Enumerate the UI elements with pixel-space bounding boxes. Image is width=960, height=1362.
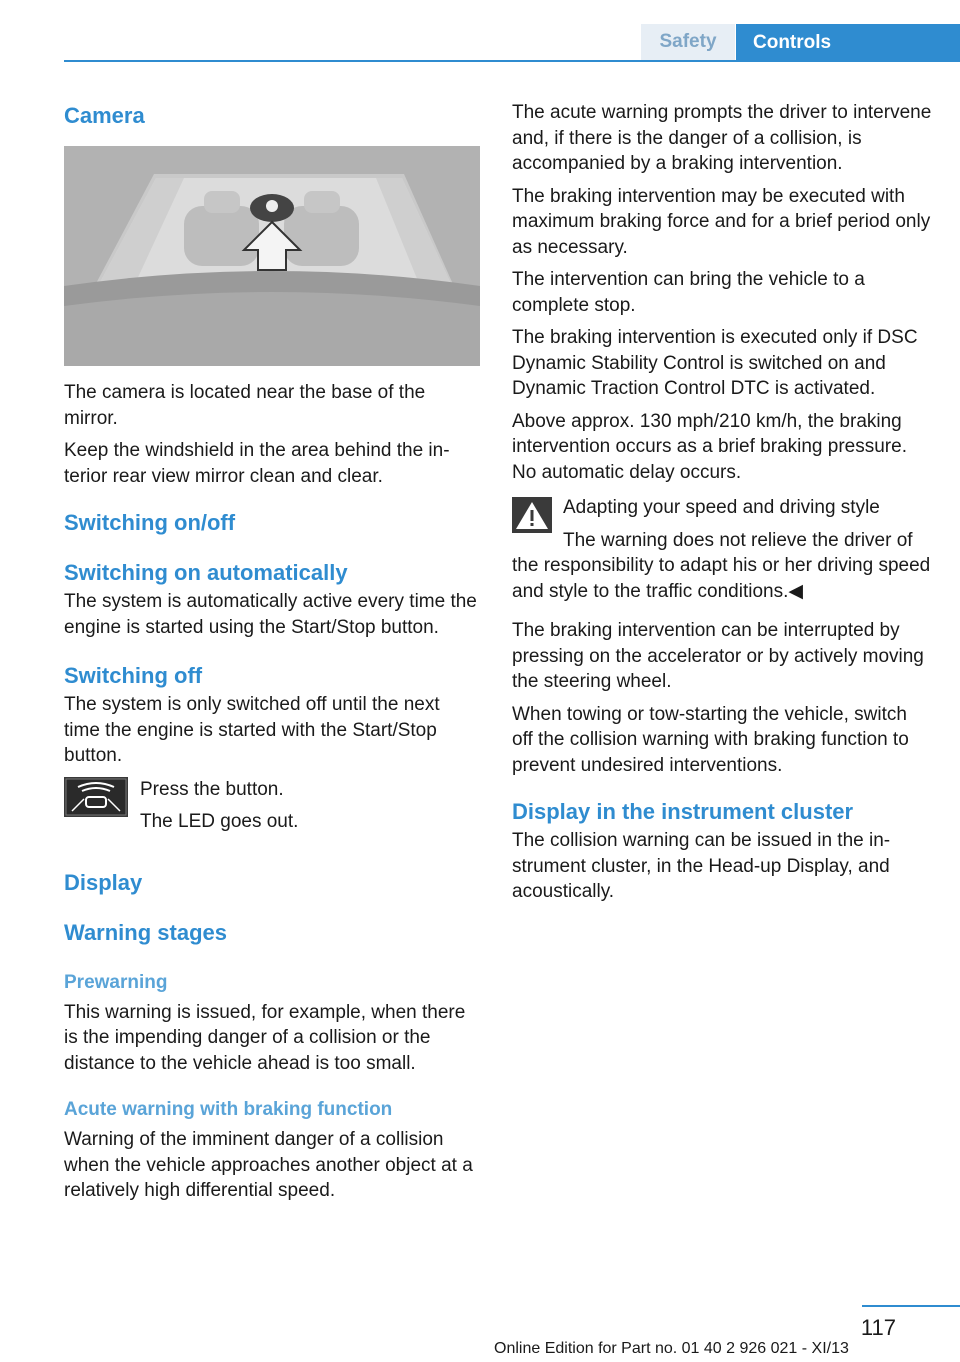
display-heading: Display <box>64 869 143 895</box>
right-text-7: When towing or tow-starting the vehicle, switch off the collision warning with braking function to prevent undesired interventions. <box>512 703 909 776</box>
acute-warning-heading: Acute warning with braking function <box>64 1099 393 1120</box>
prewarning-heading: Prewarning <box>64 971 168 993</box>
warning-title: Adapting your speed and driving style <box>563 497 880 518</box>
warning-box <box>512 495 932 604</box>
right-text-1: The acute warning prompts the driver to intervene and, if there is the danger of a collision, is accompanied by a braking intervention. <box>512 102 932 174</box>
right-text-6: The braking intervention can be interrupted by pressing on the accelerator or by actively moving the steering wheel. <box>512 620 924 692</box>
cluster-text: The collision warning can be issued in the instrument cluster, in the Head-up Display, and acoustically. <box>512 830 891 902</box>
led-goes-out-text: The LED goes out. <box>140 811 299 832</box>
right-column <box>512 100 932 905</box>
tab-controls[interactable]: Controls <box>736 24 960 62</box>
tab-safety[interactable]: Safety <box>641 24 735 60</box>
rear-window-illustration <box>64 146 480 366</box>
prewarning-text: This warning is issued, for example, when there is the impending danger of a collision or the distance to the vehicle ahead is too small. <box>64 1001 466 1074</box>
button-instruction <box>64 777 480 835</box>
switching-heading: Switching on/off <box>64 510 236 535</box>
switching-auto-heading: Switching on automatically <box>64 560 348 585</box>
acute-warning-text: Warning of the imminent danger of a collision when the vehicle approaches another object at a relatively high differential speed. <box>64 1129 473 1201</box>
camera-heading: Camera <box>64 103 145 128</box>
camera-text-1: The camera is located near the base of the mirror. <box>64 382 426 429</box>
warning-triangle-icon <box>512 497 552 533</box>
switching-off-heading: Switching off <box>64 663 203 688</box>
camera-text-2: Keep the windshield in the area behind the interior rear view mirror clean and clear. <box>64 440 450 487</box>
switching-auto-text: The system is automatically active every time the engine is started using the Start/Stop button. <box>64 591 477 638</box>
right-text-2: The braking intervention may be executed with maximum braking force and for a brief period only as necessary. <box>512 185 931 258</box>
left-column <box>64 100 480 1204</box>
press-button-text: Press the button. <box>140 778 284 800</box>
right-text-4: The braking intervention is executed only if DSC Dynamic Stability Control is switched on and Dynamic Traction Control DTC is activated. <box>512 327 918 399</box>
cluster-heading: Display in the instrument cluster <box>512 799 854 824</box>
footer-rule <box>862 1305 960 1307</box>
right-text-5: Above approx. 130 mph/210 km/h, the braking intervention occurs as a brief braking pressure. No automatic delay occurs. <box>512 410 907 483</box>
header-rule <box>64 60 960 62</box>
collision-warning-button-icon <box>64 777 128 817</box>
camera-photo <box>64 146 480 366</box>
warning-stages-heading: Warning stages <box>64 919 227 945</box>
switching-off-text: The system is only switched off until the next time the engine is started with the Start/Stop button. <box>64 694 440 766</box>
right-text-3: The intervention can bring the vehicle to a complete stop. <box>512 269 865 316</box>
edition-line: Online Edition for Part no. 01 40 2 926 021 - XI/13 <box>494 1340 849 1357</box>
page-number: 117 <box>860 1315 896 1340</box>
warning-body: The warning does not relieve the driver of the responsibility to adapt his or her driving speed and style to the traffic conditions.◀ <box>512 529 931 602</box>
